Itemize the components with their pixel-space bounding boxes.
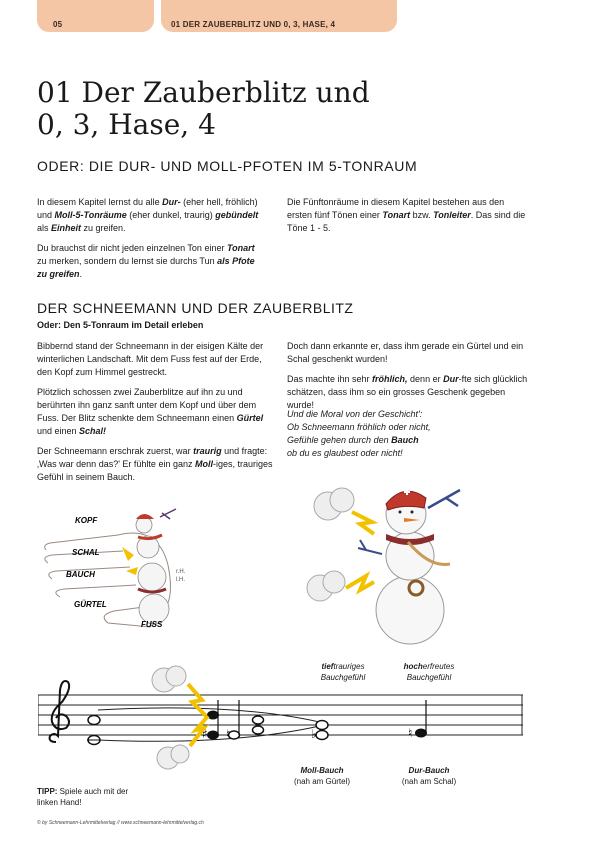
moral-line-1: Und die Moral von der Geschicht': [287,409,423,419]
story-left-column [37,340,275,491]
moral-line-3: Gefühle gehen durch den Bauch [287,435,419,445]
svg-text:♯: ♯ [202,727,208,741]
hand-label-kopf: KOPF [75,516,98,525]
page-number: 05 [53,20,63,29]
story-paragraph-3: Der Schneemann erschrak zuerst, war traurig und fragte: ‚Was war denn das?' Er fühlte ein ganz Moll-iges, trauriges Gefühl in seinem Bauch. [37,446,273,482]
story-paragraph-5: Das machte ihn sehr fröhlich, denn er Dur-fte sich glücklich schätzen, dass ihm so ein grosses Geschenk gegeben wurde! [287,374,528,410]
intro-left-column [37,196,262,288]
footer-copyright: © by Schneemann-Lehrmittelverlag [37,820,116,826]
chapter-tab [161,0,397,32]
tipp-box: TIPP: Spiele auch mit der linken Hand! [37,787,129,807]
footer-url[interactable]: www.schneemann-lehrmittelverlag.ch [121,820,204,826]
footer: © by Schneemann-Lehrmittelverlag // www.schneemann-lehrmittelverlag.ch [37,820,204,826]
hand-label-bauch: BAUCH [66,570,95,579]
svg-text:♮: ♮ [226,727,231,741]
snowman-illustration [300,478,480,648]
page-title-line-2: 0, 3, Hase, 4 [37,108,216,141]
svg-text:♭: ♭ [311,727,317,741]
chapter-title: 01 DER ZAUBERBLITZ UND 0, 3, HASE, 4 [171,20,336,29]
moral-verse [287,408,431,460]
treble-clef-icon [50,681,70,742]
svg-text:♮: ♮ [408,726,413,740]
intro-right-column [287,196,527,242]
hoch-label: hocherfreutes Bauchgefühl [403,662,455,682]
page-subtitle: ODER: DIE DUR- UND MOLL-PFOTEN IM 5-TONRAUM [37,158,418,174]
tief-label: tieftrauriges Bauchgefühl [320,662,366,682]
music-staff [38,650,523,770]
page-title-line-1: 01 Der Zauberblitz und [37,76,370,109]
page-title [37,77,370,141]
hand-label-lh: l.H. [176,577,185,583]
intro-paragraph-1: In diesem Kapitel lernst du alle Dur- (eher hell, fröhlich) und Moll-5-Tonräume (eher dunkel, traurig) gebündelt als Einheit zu greifen. [37,197,259,233]
page-number-tab [37,0,154,32]
story-paragraph-1: Bibbernd stand der Schneemann in der eisigen Kälte der winterlichen Landschaft. Mit dem Fuss fest auf der Erde, den Kopf zum Himmel gestreckt. [37,341,264,377]
hand-label-schal: SCHAL [72,548,100,557]
hand-label-fuss: FUSS [141,620,163,629]
hand-snowman-illustration [38,505,198,645]
hand-label-rh: r.H. [176,569,186,575]
hand-label-guertel: GÜRTEL [74,600,107,609]
moll-bauch-label: Moll-Bauch (nah am Gürtel) [293,766,351,786]
section-heading: DER SCHNEEMANN UND DER ZAUBERBLITZ [37,300,354,316]
intro-paragraph-3: Die Fünftonräume in diesem Kapitel bestehen aus den ersten fünf Tönen einer Tonart bzw. Tonleiter. Das sind die Töne 1 - 5. [287,197,526,233]
story-paragraph-2: Plötzlich schossen zwei Zauberblitze auf ihn zu und berührten ihn ganz sanft unter dem Kopf und über dem Fuss. Der Blitz schenkte dem Schneemann einen Gürtel und einen Schal! [37,387,264,436]
dur-bauch-label: Dur-Bauch (nah am Schal) [401,766,457,786]
story-paragraph-4: Doch dann erkannte er, dass ihm gerade ein Gürtel und ein Schal geschenkt wurden! [287,341,524,364]
intro-paragraph-2: Du brauchst dir nicht jeden einzelnen Ton einer Tonart zu merken, sondern du lernst sie durchs Tun als Pfote zu greifen. [37,243,255,279]
section-subheading: Oder: Den 5-Tonraum im Detail erleben [37,320,204,330]
moral-line-2: Ob Schneemann fröhlich oder nicht, [287,422,431,432]
moral-line-4: ob du es glaubest oder nicht! [287,448,403,458]
